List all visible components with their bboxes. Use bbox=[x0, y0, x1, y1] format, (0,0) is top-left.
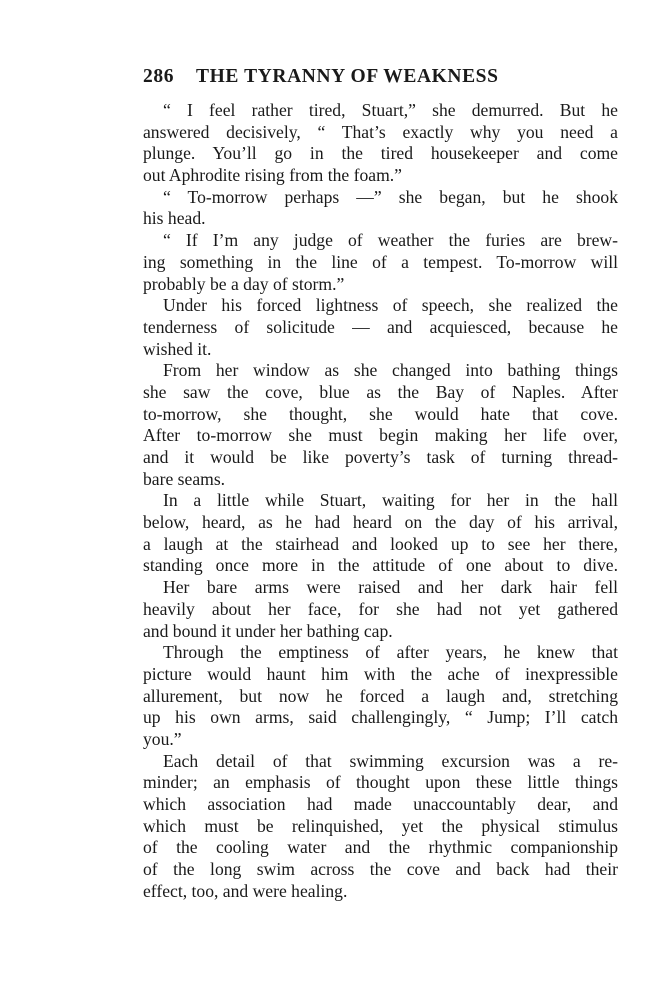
text-line: wished it. bbox=[143, 338, 212, 359]
text-line: picture would haunt him with the ache of inexpressible bbox=[143, 663, 618, 684]
text-line: below, heard, as he had heard on the day of his arrival, bbox=[143, 512, 618, 533]
text-line: standing once more in the attitude of one about to dive. bbox=[143, 555, 618, 576]
text-line: his head. bbox=[143, 208, 206, 229]
text-line: out Aphrodite rising from the foam.” bbox=[143, 165, 402, 186]
text-line: bare seams. bbox=[143, 468, 226, 489]
book-page bbox=[143, 66, 618, 902]
page-number: 286 bbox=[143, 66, 175, 87]
text-line: she saw the cove, blue as the Bay of Naples. After bbox=[143, 381, 618, 402]
running-title: THE TYRANNY OF WEAKNESS bbox=[196, 66, 499, 87]
body-text bbox=[143, 100, 618, 902]
text-line: probably be a day of storm.” bbox=[143, 273, 345, 294]
text-line: “ If I’m any judge of weather the furies are brew- bbox=[163, 230, 618, 251]
text-line: From her window as she changed into bathing things bbox=[163, 360, 618, 381]
text-line: heavily about her face, for she had not yet gathered bbox=[143, 598, 618, 619]
text-line: a laugh at the stairhead and looked up to see her there, bbox=[143, 533, 618, 554]
text-line: ing something in the line of a tempest. To-morrow will bbox=[143, 251, 618, 272]
text-line: which must be relinquished, yet the physical stimulus bbox=[143, 815, 618, 836]
text-line: tenderness of solicitude — and acquiesced, because he bbox=[143, 316, 618, 337]
text-line: and bound it under her bathing cap. bbox=[143, 620, 393, 641]
text-line: In a little while Stuart, waiting for her in the hall bbox=[163, 490, 618, 511]
text-line: Each detail of that swimming excursion was a re- bbox=[163, 750, 618, 771]
text-line: After to-morrow she must begin making her life over, bbox=[143, 425, 618, 446]
text-line: allurement, but now he forced a laugh and, stretching bbox=[143, 685, 618, 706]
running-head bbox=[143, 66, 618, 100]
text-line: which association had made unaccountably dear, and bbox=[143, 794, 618, 814]
text-line: answered decisively, “ That’s exactly why you need a bbox=[143, 121, 618, 142]
text-line: effect, too, and were healing. bbox=[143, 880, 348, 901]
text-line: up his own arms, said challengingly, “ Jump; I’ll catch bbox=[143, 707, 618, 728]
text-line: Through the emptiness of after years, he knew that bbox=[163, 642, 618, 663]
text-line: plunge. You’ll go in the tired housekeeper and come bbox=[143, 143, 618, 164]
text-line: of the cooling water and the rhythmic companionship bbox=[143, 837, 618, 858]
text-line: and it would be like poverty’s task of turning thread- bbox=[143, 447, 618, 467]
text-line: “ I feel rather tired, Stuart,” she demurred. But he bbox=[163, 100, 618, 120]
text-line: to-morrow, she thought, she would hate that cove. bbox=[143, 403, 618, 424]
text-line: minder; an emphasis of thought upon these little things bbox=[143, 772, 618, 793]
text-line: Her bare arms were raised and her dark hair fell bbox=[163, 577, 618, 598]
text-line: you.” bbox=[143, 728, 182, 749]
text-line: of the long swim across the cove and back had their bbox=[143, 859, 618, 880]
text-line: Under his forced lightness of speech, she realized the bbox=[163, 295, 618, 316]
text-line: “ To-morrow perhaps —” she began, but he shook bbox=[163, 186, 618, 207]
